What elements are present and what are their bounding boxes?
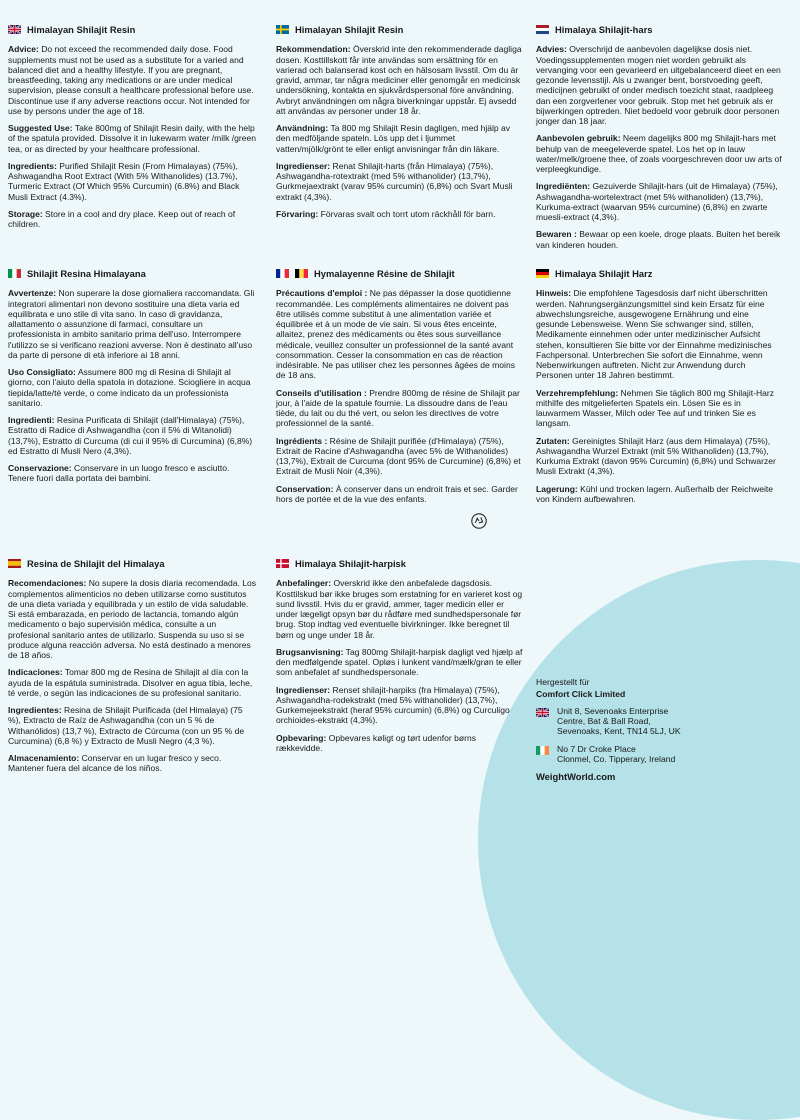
brand-website: WeightWorld.com [536, 771, 616, 783]
use-section: Suggested Use: Take 800mg of Shilajit Resin daily, with the help of the spatula provided. Dissolve it in lukewarm water /milk /green tea, or as directed by your healthcare professional. [8, 123, 256, 154]
ingredients-section: Zutaten: Gereinigtes Shilajit Harz (aus dem Himalaya) (75%), Ashwagandha Wurzel Extrakt (mit 5% Withanoliden) (13,7%), Kurkuma Extrakt (davon 95% Curcumin) (6,8%) und Schwarzer Musli Extrakt (4,3%). [536, 435, 776, 477]
use-section: Conseils d'utilisation : Prendre 800mg de résine de Shilajit par jour, à l'aide de la spatule fournie. La dissoudre dans de l'eau tiède, du lait ou du thé vert, ou selon les directives de votre professionnel de la santé. [276, 387, 520, 429]
advice-section: Advice: Do not exceed the recommended daily dose. Food supplements must not be used as a substitute for a varied and balanced diet and a healthy lifestyle. If you are pregnant, breastfeeding, taking any medications or are under medical supervision, please consult a healthcare professional before use. Discontinue use if any adverse reactions occur. Not intended for use by persons under the age of 18. [8, 44, 254, 116]
ingredients-section: Ingrediënten: Gezuiverde Shilajit-hars (uit de Himalaya) (75%), Ashwagandha-wortelextract (met 5% withanoliden) (13,7%), Kurkuma-extract (waarvan 95% curcumine) (6,8%) en zwarte muesli-extract (4,3%). [536, 181, 778, 223]
address-line: No 7 Dr Croke Place [557, 743, 636, 754]
storage-section: Almacenamiento: Conservar en un lugar fresco y seco. Mantener fuera del alcance de los niños. [8, 753, 222, 774]
storage-section: Förvaring: Förvaras svalt och torrt utom räckhåll för barn. [276, 208, 496, 219]
address-line: Clonmel, Co. Tipperary, Ireland [557, 753, 676, 764]
storage-section: Bewaren : Bewaar op een koele, droge plaats. Buiten het bereik van kinderen houden. [536, 229, 781, 250]
panel-title: Himalayan Shilajit Resin [295, 24, 404, 35]
uk-address [536, 706, 756, 737]
use-section: Indicaciones: Tomar 800 mg de Resina de Shilajit al día con la ayuda de la espátula suministrada. Disolver en agua tibia, leche, té verde, o según las indicaciones de su profesional sanitario. [8, 667, 253, 698]
recycle-icon [470, 512, 488, 530]
decorative-circle [478, 560, 800, 1120]
panel-title: Himalaya Shilajit Harz [555, 268, 653, 279]
panel-english [8, 24, 256, 236]
advice-section: Hinweis: Die empfohlene Tagesdosis darf nicht überschritten werden. Nahrungsergänzungsmittel sind kein Ersatz für eine abwechslungsreiche, ausgewogene Ernährung und eine gesunde Lebensweise. Wenn Sie schwanger sind, stillen, Medikamente einnehmen oder unter medizinischer Aufsicht stehen, konsultieren Sie bitte vor der Einnahme medizinisches Fachpersonal. Unterbrechen Sie sofort die Einnahme, wenn Nebenwirkungen auftreten. Nicht zur Anwendung durch Personen unter 18 Jahren bestimmt. [536, 288, 772, 381]
spain-flag-icon [8, 559, 21, 568]
panel-dutch [536, 24, 784, 257]
storage-section: Lagerung: Kühl und trocken lagern. Außerhalb der Reichweite von Kindern aufbewahren. [536, 483, 774, 504]
denmark-flag-icon [276, 559, 289, 568]
ingredients-section: Ingrédients : Résine de Shilajit purifiée (d'Himalaya) (75%), Extrait de Racine d'Ashwagandha (avec 5% de Withanolides) (13,7%), Extrait de Curcuma (dont 95% de Curcumine) (6,8%) et Extrait de Musli Noir (4,3%). [276, 435, 521, 477]
storage-section: Conservation: À conserver dans un endroit frais et sec. Garder hors de portée et de la vue des enfants. [276, 483, 518, 504]
storage-section: Conservazione: Conservare in un luogo fresco e asciutto. Tenere fuori dalla portata dei bambini. [8, 463, 230, 484]
ingredients-section: Ingredients: Purified Shilajit Resin (From Himalayas) (75%), Ashwagandha Root Extract (With 5% Withanolides) (13.7%), Turmeric Extract (Of Which 95% Curcumin) (6.8%) and Black Musli Extract (4.3%). [8, 160, 240, 202]
ingredients-section: Ingredienser: Renat Shilajit-harts (från Himalaya) (75%), Ashwagandha-rotextrakt (med 5% withanolider) (13,7%), Gurkmejaextrakt (varav 95% curcumin) (6,8%) och Svart Musli extrakt (4,3%). [276, 160, 513, 202]
panel-swedish [276, 24, 524, 226]
panel-title: Himalayan Shilajit Resin [27, 24, 136, 35]
use-section: Uso Consigliato: Assumere 800 mg di Resina di Shilajit al giorno, con l'aiuto della spatola in dotazione. Sciogliere in acqua tiepida/latte/tè verde, o come indicato da un professionista sanitario. [8, 367, 251, 408]
panel-german [536, 268, 784, 511]
manufacturer-name: Comfort Click Limited [536, 689, 626, 700]
ireland-address [536, 744, 756, 765]
advice-section: Advies: Overschrijd de aanbevolen dagelijkse dosis niet. Voedingssupplementen mogen niet worden gebruikt als vervanging voor een gevarieerd en uitgebalanceerd dieet en een gezonde levensstijl. Als u zwanger bent, borstvoeding geeft, medicijnen gebruikt of onder medisch toezicht staat, raadpleeg dan een zorgverlener voor gebruik. Stop met het gebruik als er bijwerkingen optreden. Niet bedoeld voor gebruik door personen jonger dan 18 jaar. [536, 44, 781, 127]
manufacturer-block [536, 677, 756, 782]
germany-flag-icon [536, 269, 549, 278]
france-flag-icon [276, 269, 289, 278]
storage-section: Opbevaring: Opbevares køligt og tørt udenfor børns rækkevidde. [276, 732, 476, 753]
panel-title: Resina de Shilajit del Himalaya [27, 558, 165, 569]
use-section: Aanbevolen gebruik: Neem dagelijks 800 mg Shilajit-hars met behulp van de meegeleverde spatel. Los het op in lauw water/melk/groene thee, of zoals voorgeschreven door uw arts of verpleegkundige. [536, 133, 782, 175]
address-line: Centre, Bat & Ball Road, [557, 715, 651, 726]
sweden-flag-icon [276, 25, 289, 34]
uk-flag-icon [8, 25, 21, 34]
use-section: Brugsanvisning: Tag 800mg Shilajit-harpisk dagligt ved hjælp af den medfølgende spatel. Opløs i lunkent vand/mælk/grøn te eller som anbefalet af sundhedspersonale. [276, 646, 523, 678]
advice-section: Rekommendation: Överskrid inte den rekommenderade dagliga dosen. Kosttillskott får inte användas som ersättning för en varierad och balanserad kost och en hälsosam livsstil. Om du är gravid, ammar, tar några mediciner eller genomgår en medicinsk undersökning, kontakta en sjukvårdspersonal före användning. Avbryt användningen om några biverkningar uppstår. Ej avsedd att användas av personer under 18 år. [276, 44, 522, 116]
panel-italian [8, 268, 256, 491]
storage-section: Storage: Store in a cool and dry place. Keep out of reach of children. [8, 208, 236, 230]
advice-section: Anbefalinger: Overskrid ikke den anbefalede dagsdosis. Kosttilskud bør ikke bruges som erstatning for en varieret kost og sund livsstil. Hvis du er gravid, ammer, tager medicin eller er under lægeligt opsyn bør du rådføre med sundhedspersonale før brug. Stop indtag ved eventuelle bivirkninger. Ikke beregnet til børn og unge under 18 år. [276, 578, 523, 640]
address-line: Sevenoaks, Kent, TN14 5LJ, UK [557, 726, 681, 737]
netherlands-flag-icon [536, 25, 549, 34]
panel-title: Himalaya Shilajit-hars [555, 24, 653, 35]
use-section: Användning: Ta 800 mg Shilajit Resin dagligen, med hjälp av den medföljande spateln. Lös upp det i ljummet vatten/mjölk/grönt te eller enligt anvisningar från din läkare. [276, 123, 511, 154]
ingredients-section: Ingredientes: Resina de Shilajit Purificada (del Himalaya) (75 %), Extracto de Raíz de Ashwagandha (con un 5 % de Withanólidos) (13,7 %), Extracto de Cúrcuma (con un 95 % de Curcumina) (6,8 %) y Extracto de Musli Negro (4,3 %). [8, 705, 245, 746]
belgium-flag-icon [295, 269, 308, 278]
uk-flag-icon [536, 708, 549, 717]
ireland-flag-icon [536, 746, 549, 755]
advice-section: Recomendaciones: No supere la dosis diaria recomendada. Los complementos alimenticios no deben utilizarse como sustitutos de una dieta variada y equilibrada y un estilo de vida saludable. Si está embarazada, en periodo de lactancia, tomando algún medicamento o bajo supervisión médica, consulte a un profesional sanitario antes de utilizarlo. Suspenda su uso si se produce alguna reacción adversa. No está destinado a menores de 18 años. [8, 578, 256, 661]
advice-section: Avvertenze: Non superare la dose giornaliera raccomandata. Gli integratori alimentari non devono sostituire una dieta varia ed equilibrata e uno stile di vita sano. In caso di gravidanza, allattamento o assunzione di farmaci, consultare un professionista in ambito sanitario prima dell'uso. Interrompere l'utilizzo se si verificano reazioni avverse. Non è destinato all'uso da parte di persone di età inferiore ai 18 anni. [8, 288, 255, 360]
address-line: Unit 8, Sevenoaks Enterprise [557, 705, 669, 716]
panel-french [276, 268, 524, 511]
ingredients-section: Ingredienser: Renset shilajit-harpiks (fra Himalaya) (75%), Ashwagandha-rodekstrakt (med 5% withanolider) (13,7%), Gurkemejeekstrakt (heraf 95% curcumin) (6,8%) og Curculigo orchioides-ekstrakt (4,3%). [276, 684, 510, 726]
panel-title: Hymalayenne Résine de Shilajit [314, 268, 455, 279]
panel-title: Himalaya Shilajit-harpisk [295, 558, 406, 569]
panel-title: Shilajit Resina Himalayana [27, 268, 146, 279]
italy-flag-icon [8, 269, 21, 278]
use-section: Verzehrempfehlung: Nehmen Sie täglich 800 mg Shilajit-Harz mithilfe des mitgelieferten Spatels ein. Lösen Sie es in lauwarmem Wasser, Milch oder Tee auf und trinken Sie es langsam. [536, 387, 774, 429]
advice-section: Précautions d'emploi : Ne pas dépasser la dose quotidienne recommandée. Les compléments alimentaires ne doivent pas être utilisés comme substitut à une alimentation variée et équilibrée et à un mode de vie sain. Si vous êtes enceinte, allaitez, prenez des médicaments ou êtes sous surveillance médicale, veuillez consulter un professionnel de la santé avant consommation. Cesser la consommation en cas de réaction indésirable. Ne pas utiliser chez les personnes âgées de moins de 18 ans. [276, 288, 515, 381]
ingredients-section: Ingredienti: Resina Purificata di Shilajit (dall'Himalaya) (75%), Estratto di Radice di Ashwagandha (con il 5% di Witanolidi) (13,7%), Estratto di Curcuma (di cui il 95% di Curcumina) (6,8%) ed Estratto di Musli Nero (4,3%). [8, 415, 253, 456]
panel-spanish [8, 558, 256, 781]
manufacturer-heading: Hergestellt für [536, 677, 590, 687]
panel-danish [276, 558, 524, 760]
